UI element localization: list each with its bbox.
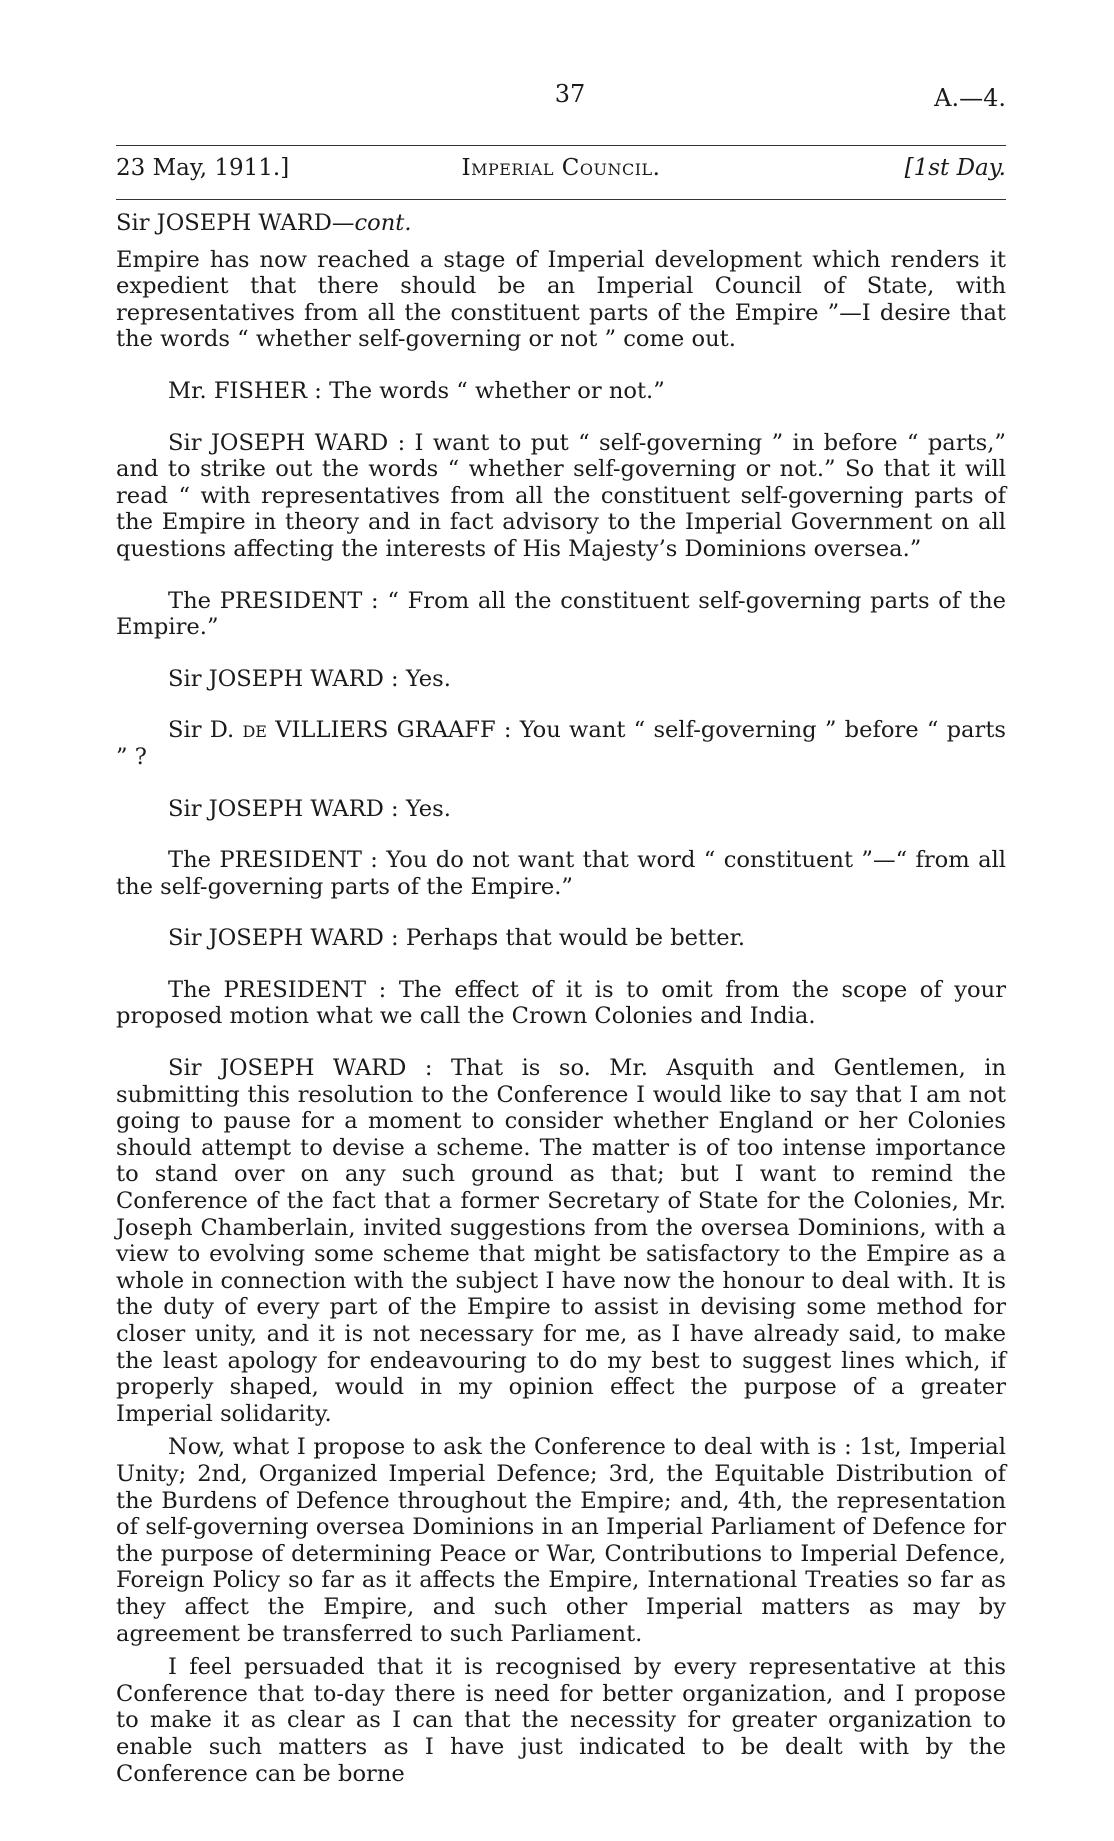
page-body <box>116 210 1006 1787</box>
document-reference: A.—4. <box>934 84 1006 112</box>
speaker-name: Sir JOSEPH WARD : <box>168 795 406 822</box>
page-number: 37 <box>554 80 586 108</box>
paragraph-ward <box>116 796 1006 823</box>
paragraph-continuation <box>116 247 1006 353</box>
paragraph-ward <box>116 925 1006 952</box>
speaker-name: Sir JOSEPH WARD : <box>168 665 406 692</box>
speaker-name: Sir JOSEPH WARD : <box>168 1055 451 1082</box>
speaker-name: Sir JOSEPH WARD : <box>168 429 415 456</box>
paragraph-text: Now, what I propose to ask the Conference to deal with is : 1st, Imperial Unity; 2nd, Organized Imperial Defence; 3rd, the Equitable Distribution of the Burdens of Defence throughout the Empire; and, 4th, the representation of self-governing oversea Dominions in an Imperial Parliament of Defence for the purpose of determining Peace or War, Contributions to Imperial Defence, Foreign Policy so far as it affects the Empire, International Treaties so far as they affect the Empire, and such other Imperial matters as may by agreement be transferred to such Parliament. <box>116 1434 1006 1647</box>
running-head-date: 23 May, 1911.] <box>116 155 290 181</box>
paragraph-text: Yes. <box>405 795 451 822</box>
running-head-day: [1st Day. <box>904 155 1006 181</box>
header-rule-bottom <box>116 199 1006 200</box>
paragraph-text: That is so. Mr. Asquith and Gentlemen, in submitting this resolution to the Conference I would like to say that I am not going to pause for a moment to consider whether England or her Colonies should attempt to devise a scheme. The matter is of too intense importance to stand over on any such ground as that; but I want to remind the Conference of the fact that a former Secretary of State for the Colonies, Mr. Joseph Chamberlain, invited suggestions from the oversea Dominions, with a view to evolving some scheme that might be satisfactory to the Empire as a whole in connection with the subject I have now the honour to deal with. It is the duty of every part of the Empire to assist in devising some method for closer unity, and it is not necessary for me, as I have already said, to make the least apology for endeavouring to do my best to suggest lines which, if properly shaped, would in my opinion effect the purpose of a greater Imperial solidarity. <box>116 1055 1006 1427</box>
paragraph-text: The words “ whether or not.” <box>329 377 665 404</box>
paragraph-text: Empire has now reached a stage of Imperial development which renders it expedient that there should be an Imperial Council of State, with representatives from all the constituent parts of the Empire ”—I desire that the words “ whether self-governing or not ” come out. <box>116 246 1006 353</box>
paragraph-text: Perhaps that would be better. <box>405 925 746 952</box>
paragraph-text: You do not want that word “ constituent ”—“ from all the self-governing parts of the Empire.” <box>116 847 1006 900</box>
paragraph-text: Yes. <box>405 665 451 692</box>
paragraph-text: “ From all the constituent self-governing parts of the Empire.” <box>116 587 1006 641</box>
speaker-heading <box>116 210 1006 237</box>
paragraph-ward <box>116 666 1006 693</box>
paragraph-ward <box>116 1055 1006 1427</box>
speaker-name: The PRESIDENT : <box>168 847 387 874</box>
speaker-heading-cont: cont. <box>354 210 412 236</box>
paragraph-text: I feel persuaded that it is recognised by every representative at this Conference that to-day there is need for better organization, and I propose to make it as clear as I can that the necessity for greater organization to enable such matters as I have just indicated to be dealt with by the Conference can be borne <box>116 1654 1006 1787</box>
paragraph-graaff <box>116 717 1006 770</box>
paragraph-president <box>116 847 1006 900</box>
speaker-name: Sir JOSEPH WARD : <box>168 925 406 952</box>
header-rule-top <box>116 145 1006 146</box>
speaker-name: Sir D. <box>168 717 243 744</box>
running-head-title: Imperial Council. <box>461 155 661 181</box>
paragraph-president <box>116 588 1006 641</box>
speaker-name: VILLIERS GRAAFF : <box>266 717 520 744</box>
paragraph-ward <box>116 430 1006 563</box>
paragraph-text: The effect of it is to omit from the scope of your proposed motion what we call the Crown Colonies and India. <box>116 976 1006 1030</box>
paragraph-text: I want to put “ self-governing ” in before “ parts,” and to strike out the words “ whether self-governing or not.” So that it will read “ with representatives from all the constituent self-governing parts of the Empire in theory and in fact advisory to the Imperial Government on all questions affecting the interests of His Majesty’s Dominions oversea.” <box>116 429 1006 562</box>
speaker-name: The PRESIDENT : <box>168 587 388 614</box>
speaker-name: The PRESIDENT : <box>168 976 399 1003</box>
paragraph-text: You want “ self-governing ” before “ parts ” ? <box>116 717 1007 770</box>
paragraph-fisher <box>116 378 1006 405</box>
paragraph-president <box>116 977 1006 1030</box>
paragraph-continuation <box>116 1654 1006 1787</box>
speaker-name-particle: de <box>242 717 267 744</box>
paragraph-continuation <box>116 1434 1006 1647</box>
speaker-name: Mr. FISHER : <box>168 377 330 404</box>
running-head <box>116 155 1006 189</box>
speaker-heading-name: Sir JOSEPH WARD— <box>116 210 355 236</box>
